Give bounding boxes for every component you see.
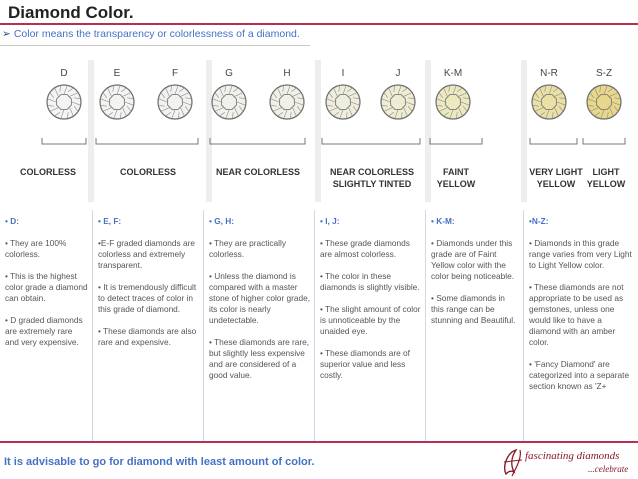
group-label-line2-4: YELLOW [436, 179, 476, 189]
group-label-line2-3: SLIGHTLY TINTED [332, 179, 412, 189]
subtitle-divider [0, 45, 310, 46]
grade-column-paragraph: • These grade diamonds are almost colorless. [320, 238, 410, 259]
grade-column-heading: • G, H: [209, 216, 235, 226]
page-title: Diamond Color. [8, 3, 134, 22]
grade-column-paragraph: • The color in these diamonds is slightly visible. [320, 271, 420, 292]
grade-columns [0, 210, 638, 442]
grade-column-paragraph: • They are practically colorless. [209, 238, 286, 259]
diamond-icon-0 [47, 85, 81, 119]
logo-monogram-icon [498, 446, 528, 479]
diamond-icon-1 [100, 85, 134, 119]
grade-column-paragraph: • It is tremendously difficult to detect traces of color in this grade of diamond. [98, 282, 197, 314]
group-label-5: VERY LIGHT [529, 167, 583, 177]
subtitle [2, 28, 300, 40]
group-label-2: NEAR COLORLESS [215, 167, 301, 177]
grade-letter-4: H [283, 68, 291, 79]
grade-column-2 [203, 210, 314, 442]
grade-letter-7: K-M [443, 68, 463, 79]
grade-letter-1: E [113, 68, 121, 79]
group-label-0: COLORLESS [19, 167, 77, 177]
grade-column-paragraph: • Diamonds in this grade range varies from very Light to Light Yellow color. [529, 238, 632, 270]
grade-column-paragraph: • These diamonds are not appropriate to be used as gemstones, unless one would like to have a diamond with an amber color. [529, 282, 624, 347]
diamond-scale-graphic [0, 48, 638, 208]
grade-column-paragraph: • These diamonds are also rare and expensive. [98, 326, 197, 347]
group-label-1: COLORLESS [119, 167, 177, 177]
group-label-3: NEAR COLORLESS [329, 167, 415, 177]
grade-letter-2: F [171, 68, 179, 79]
subtitle-text: Color means the transparency or colorlessness of a diamond. [13, 28, 300, 40]
diamond-icon-7 [436, 85, 470, 119]
grade-column-1 [92, 210, 203, 442]
diamond-icon-2 [158, 85, 192, 119]
diamond-color-scale [0, 48, 638, 208]
diamond-icon-5 [326, 85, 360, 119]
grade-letter-3: G [225, 68, 233, 79]
grade-column-paragraph: • They are 100% colorless. [5, 238, 67, 259]
grade-column-paragraph: • Diamonds under this grade are of Faint Yellow color with the color being noticeable. [431, 238, 515, 281]
grade-column-0 [0, 210, 92, 442]
grade-letter-5: I [341, 68, 345, 79]
group-label-6: LIGHT [592, 167, 620, 177]
grade-letter-9: S-Z [595, 68, 613, 79]
grade-column-paragraph: • Some diamonds in this range can be stunning and Beautiful. [431, 293, 516, 325]
logo-name: fascinating diamonds [525, 450, 620, 462]
grade-column-paragraph: • 'Fancy Diamond' are categorized into a separate section known as 'Z+ [529, 359, 630, 391]
grade-column-4 [425, 210, 523, 442]
grade-letter-8: N-R [540, 68, 558, 79]
arrow-bullet-icon: ➢ [2, 28, 11, 40]
diamond-icon-9 [587, 85, 621, 119]
brand-logo [498, 446, 638, 479]
group-separator-1 [206, 60, 212, 202]
grade-column-paragraph: • These diamonds are rare, but slightly less expensive and are considered of a good value. [209, 337, 310, 380]
grade-column-heading: • E, F: [98, 216, 122, 226]
footer-note: It is advisable to go for diamond with least amount of color. [4, 456, 315, 468]
grade-column-heading: • I, J: [320, 216, 340, 226]
diamond-icon-6 [381, 85, 415, 119]
grade-column-paragraph: • Unless the diamond is compared with a master stone of higher color grade, its color is nearly undetectable. [209, 271, 311, 325]
title-divider [0, 23, 638, 25]
group-separator-2 [315, 60, 321, 202]
logo-tagline: ...celebrate [588, 464, 629, 474]
group-separator-0 [88, 60, 94, 202]
group-separator-3 [425, 60, 431, 202]
grade-letter-0: D [60, 68, 68, 79]
group-separator-4 [521, 60, 527, 202]
grade-column-paragraph: •E-F graded diamonds are colorless and extremely transparent. [98, 238, 195, 270]
diamond-icon-4 [270, 85, 304, 119]
grade-column-paragraph: • The slight amount of color is unnoticeable by the unaided eye. [320, 304, 421, 336]
group-label-line2-6: YELLOW [586, 179, 626, 189]
grade-column-paragraph: • These diamonds are of superior value and less costly. [320, 348, 410, 380]
grade-column-3 [314, 210, 425, 442]
grade-column-paragraph: • D graded diamonds are extremely rare and very expensive. [5, 315, 83, 347]
grade-column-paragraph: • This is the highest color grade a diamond can obtain. [5, 271, 88, 303]
grade-letter-6: J [395, 68, 401, 79]
footer-divider [0, 441, 638, 443]
group-label-line2-5: YELLOW [536, 179, 576, 189]
group-label-4: FAINT [443, 167, 469, 177]
grade-column-heading: • D: [5, 216, 19, 226]
grade-column-heading: • K-M: [431, 216, 455, 226]
diamond-icon-3 [212, 85, 246, 119]
grade-column-heading: •N-Z: [529, 216, 549, 226]
grade-column-5 [523, 210, 638, 442]
diamond-icon-8 [532, 85, 566, 119]
